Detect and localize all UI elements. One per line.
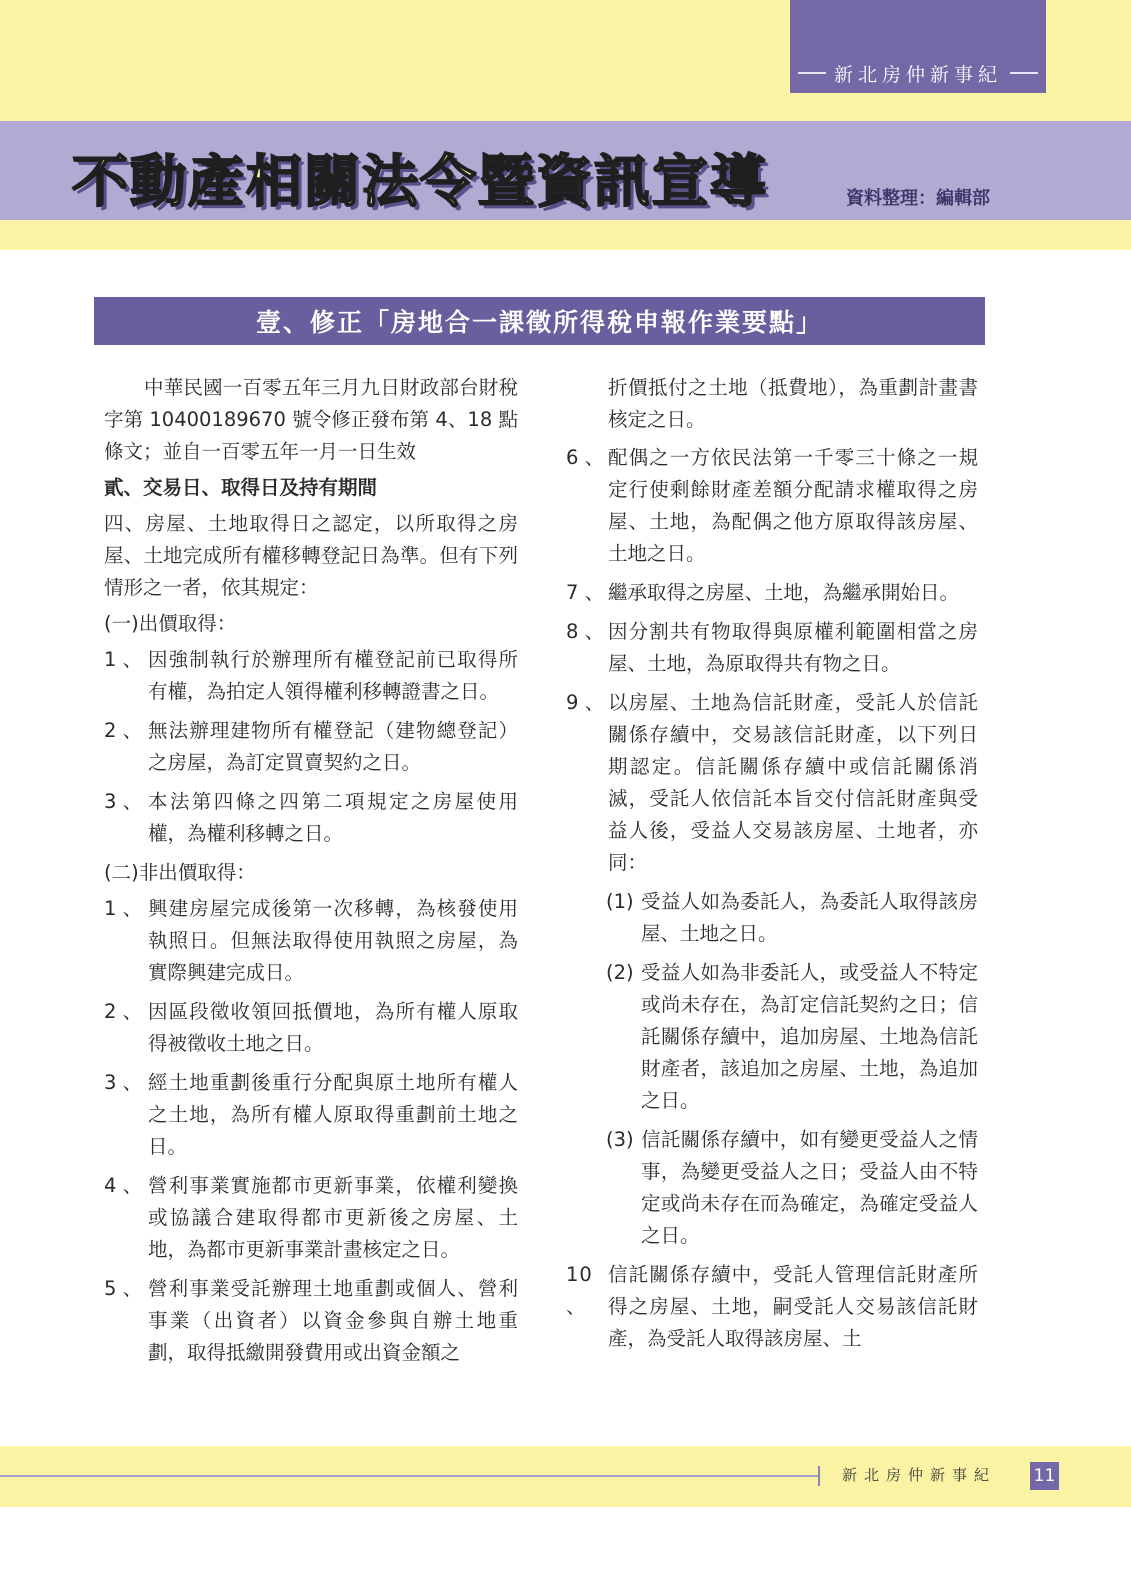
sub-item-number: (2) [606, 961, 634, 984]
subsection-purchase-title: (一)出價取得： [104, 612, 237, 635]
item-number: 4 、 [104, 1174, 143, 1197]
item-number: 3 、 [104, 1071, 143, 1094]
item-text: 繼承取得之房屋、土地，為繼承開始日。 [608, 581, 960, 604]
item-number: 8 、 [566, 620, 605, 643]
sub-item-text: 受益人如為非委託人，或受益人不特定或尚未存在，為訂定信託契約之日；信託關係存續中，追加房屋、土地為信託財產者，該追加之房屋、土地，為追加之日。 [641, 961, 978, 1112]
section-header: 壹、修正「房地合一課徵所得稅申報作業要點」 [94, 297, 985, 345]
list-item [104, 1273, 518, 1369]
item-text: 因強制執行於辦理所有權登記前已取得所有權，為拍定人領得權利移轉證書之日。 [148, 648, 518, 703]
list-item [104, 1067, 518, 1163]
item-text: 因區段徵收領回抵價地，為所有權人原取得被徵收土地之日。 [148, 1000, 518, 1055]
sub-item-number: (1) [606, 890, 634, 913]
item-number: 9 、 [566, 691, 605, 714]
intro-paragraph: 中華民國一百零五年三月九日財政部台財稅字第 10400189670 號令修正發布第 4、18 點條文；並自一百零五年一月一日生效 [104, 376, 518, 463]
page-title: 不動產相關法令暨資訊宣導 [72, 150, 768, 215]
item-number: 1 、 [104, 897, 143, 920]
right-column [566, 372, 978, 1362]
list-item [104, 996, 518, 1060]
item-text: 營利事業受託辦理土地重劃或個人、營利事業（出資者）以資金參與自辦土地重劃，取得抵繳開發費用或出資金額之 [148, 1277, 518, 1364]
list-item [566, 442, 978, 570]
item-number: 3 、 [104, 790, 143, 813]
page-number: 11 [1030, 1462, 1059, 1490]
sub-item-text: 受益人如為委託人，為委託人取得該房屋、土地之日。 [641, 890, 978, 945]
item-number: 2 、 [104, 719, 143, 742]
tab-right-rule [1010, 72, 1038, 74]
footer-rule [0, 1475, 818, 1477]
item-text: 無法辦理建物所有權登記（建物總登記）之房屋，為訂定買賣契約之日。 [148, 719, 518, 774]
list-item [104, 786, 518, 850]
item-text: 興建房屋完成後第一次移轉，為核發使用執照日。但無法取得使用執照之房屋，為實際興建完成日。 [148, 897, 518, 984]
continued-text: 折價抵付之土地（抵費地），為重劃計畫書核定之日。 [608, 376, 978, 431]
item-number: 2 、 [104, 1000, 143, 1023]
list-item [104, 644, 518, 708]
list-item [566, 687, 978, 879]
item-number: 5 、 [104, 1277, 143, 1300]
item-text: 本法第四條之四第二項規定之房屋使用權，為權利移轉之日。 [148, 790, 518, 845]
sub-list-item [566, 886, 978, 950]
magazine-name: 新北房仲新事紀 [833, 63, 1002, 86]
left-column [104, 372, 518, 1376]
list-item [566, 616, 978, 680]
article-four: 四、房屋、土地取得日之認定，以所取得之房屋、土地完成所有權移轉登記日為準。但有下列情形之一者，依其規定： [104, 512, 518, 599]
sub-item-number: (3) [606, 1128, 634, 1151]
item-number: 1 、 [104, 648, 143, 671]
list-item [566, 577, 978, 609]
list-item [104, 893, 518, 989]
item-number: 6 、 [566, 446, 605, 469]
sub-list-item [566, 957, 978, 1117]
list-item [104, 715, 518, 779]
item-text: 配偶之一方依民法第一千零三十條之一規定行使剩餘財產差額分配請求權取得之房屋、土地，為配偶之他方原取得該房屋、土地之日。 [608, 446, 978, 565]
item-text: 營利事業實施都市更新事業，依權利變換或協議合建取得都市更新後之房屋、土地，為都市更新事業計畫核定之日。 [148, 1174, 518, 1261]
subsection-nonpurchase-title: (二)非出價取得： [104, 861, 256, 884]
list-item [566, 1259, 978, 1355]
item-text: 因分割共有物取得與原權利範圍相當之房屋、土地，為原取得共有物之日。 [608, 620, 978, 675]
item-text: 信託關係存續中，受託人管理信託財產所得之房屋、土地，嗣受託人交易該信託財產，為受託人取得該房屋、土 [608, 1263, 978, 1350]
tab-left-rule [798, 72, 826, 74]
list-item [104, 1170, 518, 1266]
editor-credit: 資料整理：編輯部 [846, 188, 990, 209]
sub-item-text: 信託關係存續中，如有變更受益人之情事，為變更受益人之日；受益人由不特定或尚未存在而為確定，為確定受益人之日。 [641, 1128, 978, 1247]
item-text: 以房屋、土地為信託財產，受託人於信託關係存續中，交易該信託財產，以下列日期認定。信託關係存續中或信託關係消滅，受託人依信託本旨交付信託財產與受益人後，受益人交易該房屋、土地者，亦同： [608, 691, 978, 874]
item-number: 7 、 [566, 581, 605, 604]
chapter-heading: 貳、交易日、取得日及持有期間 [104, 476, 378, 499]
item-text: 經土地重劃後重行分配與原土地所有權人之土地，為所有權人原取得重劃前土地之日。 [148, 1071, 518, 1158]
item-number: 10 、 [566, 1263, 593, 1318]
sub-list-item [566, 1124, 978, 1252]
magazine-tab [790, 0, 1046, 93]
footer-tick [818, 1466, 820, 1486]
footer-magazine-name: 新北房仲新事紀 [842, 1466, 997, 1484]
